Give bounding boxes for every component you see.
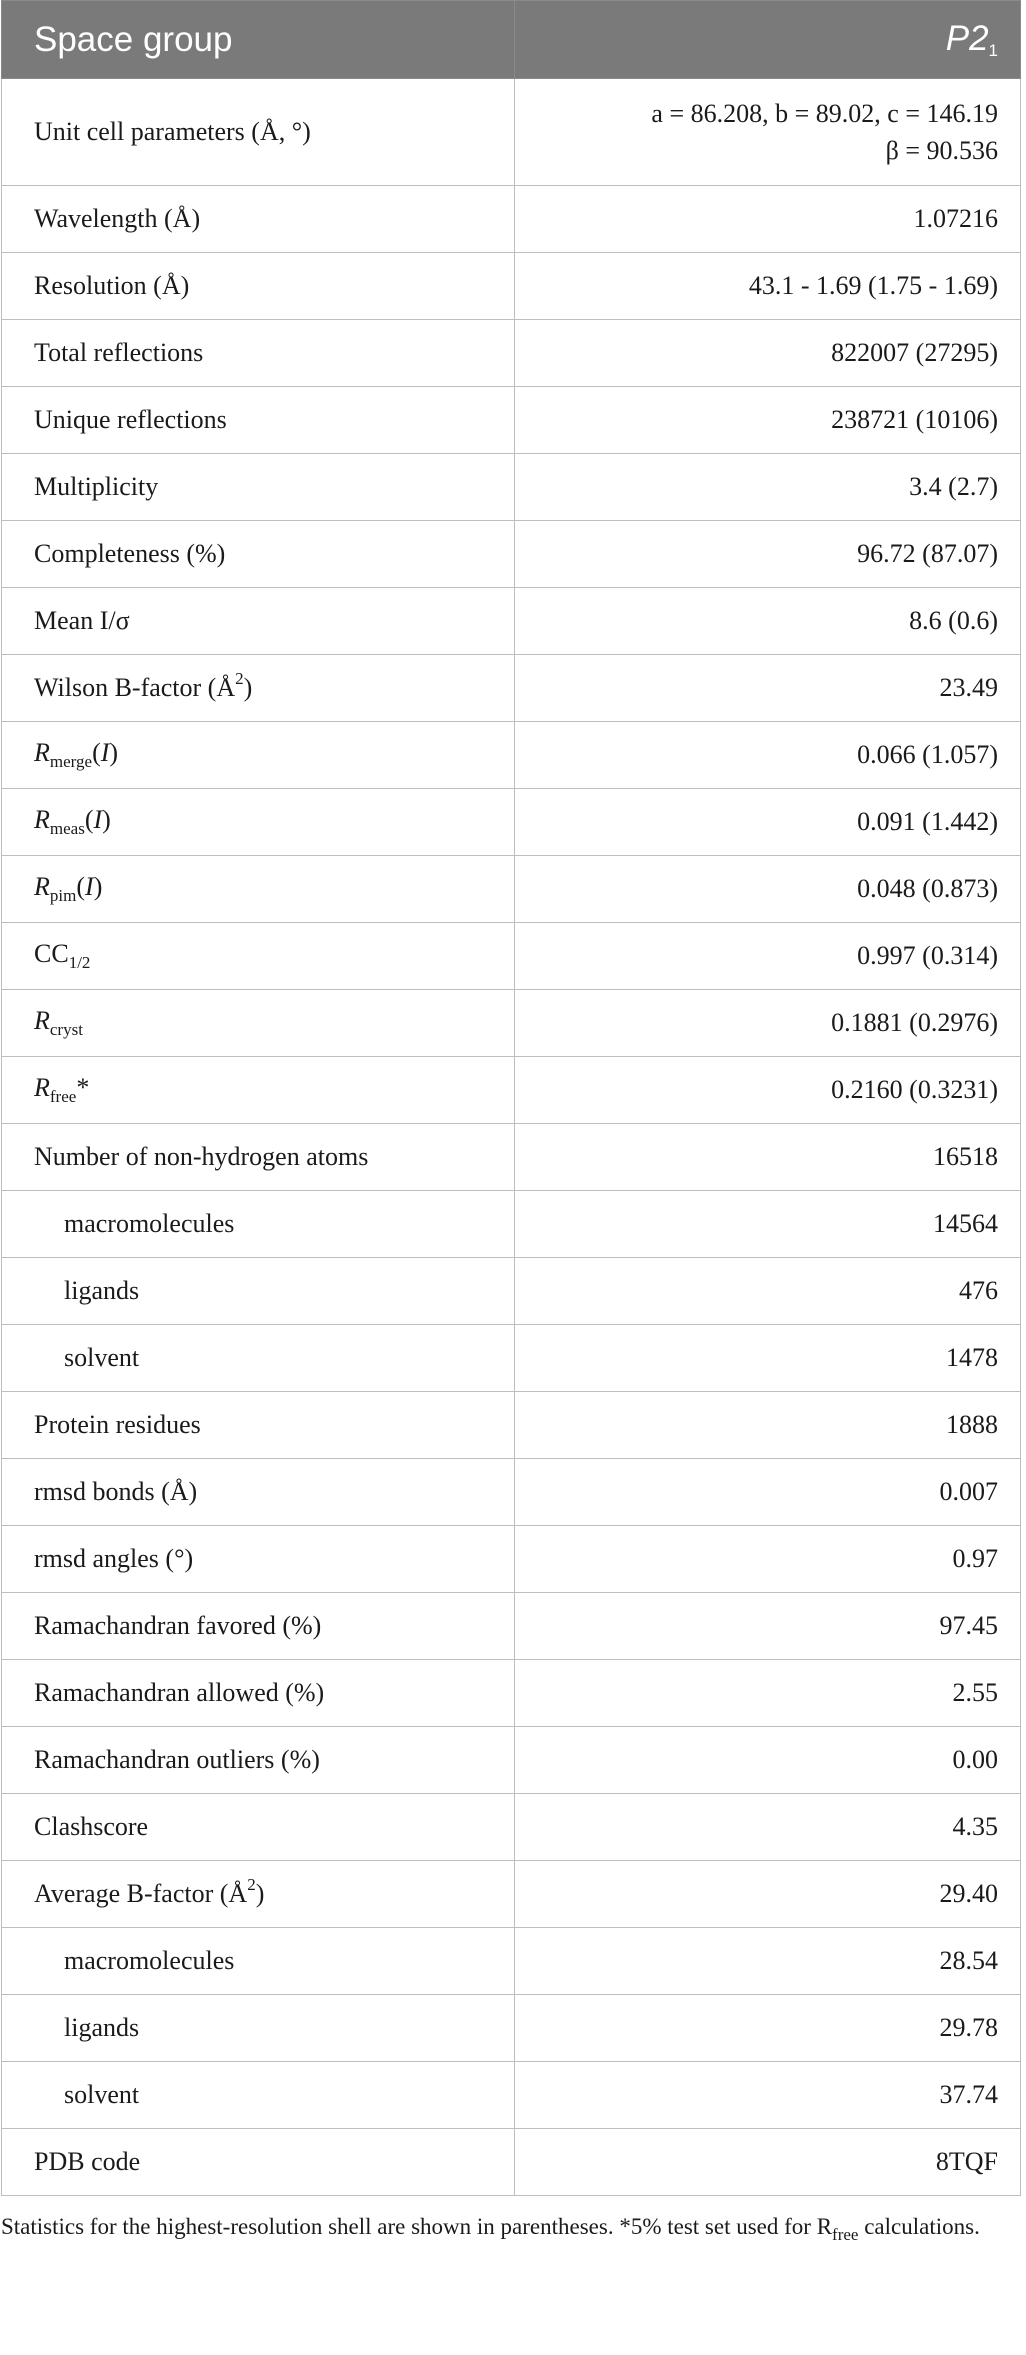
row-label: Total reflections [2, 320, 515, 387]
row-label: Completeness (%) [2, 521, 515, 588]
row-value: 238721 (10106) [515, 387, 1021, 454]
footnote-subscript: free [832, 2225, 859, 2244]
row-value: 476 [515, 1258, 1021, 1325]
row-value: 14564 [515, 1191, 1021, 1258]
paren-close: ) [102, 805, 111, 834]
label-text: CC [34, 939, 69, 968]
row-label [2, 722, 515, 789]
table-row-pdb-code [2, 2129, 1021, 2196]
table-header-row [2, 1, 1021, 79]
table-row-resolution [2, 253, 1021, 320]
unit-cell-line-1: a = 86.208, b = 89.02, c = 146.19 [651, 99, 998, 128]
label-text-end: ) [243, 673, 253, 702]
row-label [2, 856, 515, 923]
header-label: Space group [2, 1, 515, 79]
label-subscript: meas [49, 819, 85, 838]
table-row-wilson-b-factor [2, 655, 1021, 722]
paren-close: ) [93, 872, 103, 901]
row-label: macromolecules [2, 1928, 515, 1995]
row-value: 0.007 [515, 1459, 1021, 1526]
table-row-clashscore [2, 1794, 1021, 1861]
row-value: 96.72 (87.07) [515, 521, 1021, 588]
row-label [2, 990, 515, 1057]
row-value: 0.066 (1.057) [515, 722, 1021, 789]
table-row-total-reflections [2, 320, 1021, 387]
row-value: 0.997 (0.314) [515, 923, 1021, 990]
table-row-rama-favored [2, 1593, 1021, 1660]
row-label: Resolution (Å) [2, 253, 515, 320]
unit-cell-line-2: β = 90.536 [885, 136, 998, 165]
row-label: Ramachandran outliers (%) [2, 1727, 515, 1794]
row-label: Protein residues [2, 1392, 515, 1459]
symbol-r: R [34, 1073, 50, 1102]
row-value: 2.55 [515, 1660, 1021, 1727]
symbol-i: I [85, 872, 94, 901]
row-label: solvent [2, 2062, 515, 2129]
row-label: ligands [2, 1995, 515, 2062]
table-row-b-solvent [2, 2062, 1021, 2129]
row-label: macromolecules [2, 1191, 515, 1258]
table-row-r-meas [2, 789, 1021, 856]
table-row-atoms-solvent [2, 1325, 1021, 1392]
row-value: 16518 [515, 1124, 1021, 1191]
paren-open: ( [76, 872, 86, 901]
paren-close: ) [109, 738, 119, 767]
table-row-cc-half [2, 923, 1021, 990]
table-footnote [1, 2210, 1017, 2252]
label-text-end: ) [255, 1879, 265, 1908]
label-subscript: 1/2 [68, 953, 91, 972]
symbol-i: I [93, 805, 103, 834]
row-label: solvent [2, 1325, 515, 1392]
header-value [515, 1, 1021, 79]
table-row-mean-i-sigma [2, 588, 1021, 655]
row-value: 29.78 [515, 1995, 1021, 2062]
table-row-r-pim [2, 856, 1021, 923]
space-group-subscript: 1 [988, 40, 998, 60]
row-value: 0.2160 (0.3231) [515, 1057, 1021, 1124]
row-value: 8.6 (0.6) [515, 588, 1021, 655]
footnote-text: Statistics for the highest-resolution shell are shown in parentheses. *5% test set used for R [1, 2214, 833, 2239]
label-superscript: 2 [247, 1875, 256, 1894]
row-label: rmsd angles (°) [2, 1526, 515, 1593]
row-value: 0.048 (0.873) [515, 856, 1021, 923]
table-row-rmsd-bonds [2, 1459, 1021, 1526]
row-value: 0.00 [515, 1727, 1021, 1794]
table-row-rama-allowed [2, 1660, 1021, 1727]
row-label: ligands [2, 1258, 515, 1325]
table-row-rama-outliers [2, 1727, 1021, 1794]
table-row-b-ligands [2, 1995, 1021, 2062]
row-value [515, 79, 1021, 186]
table-row-non-hydrogen-atoms [2, 1124, 1021, 1191]
row-value: 822007 (27295) [515, 320, 1021, 387]
paren-open: ( [84, 805, 94, 834]
row-value: 3.4 (2.7) [515, 454, 1021, 521]
row-label: Ramachandran allowed (%) [2, 1660, 515, 1727]
row-value: 29.40 [515, 1861, 1021, 1928]
row-label [2, 789, 515, 856]
footnote-text-end: calculations. [858, 2214, 980, 2239]
row-label: Wavelength (Å) [2, 186, 515, 253]
label-subscript: free [49, 1087, 77, 1106]
table-row-rmsd-angles [2, 1526, 1021, 1593]
row-value: 37.74 [515, 2062, 1021, 2129]
label-subscript: cryst [49, 1020, 83, 1039]
row-value: 0.091 (1.442) [515, 789, 1021, 856]
table-row-protein-residues [2, 1392, 1021, 1459]
row-value: 1888 [515, 1392, 1021, 1459]
row-label: Number of non-hydrogen atoms [2, 1124, 515, 1191]
label-subscript: pim [49, 886, 77, 905]
row-label [2, 1057, 515, 1124]
row-label: PDB code [2, 2129, 515, 2196]
table-row-multiplicity [2, 454, 1021, 521]
row-value: 28.54 [515, 1928, 1021, 1995]
row-label [2, 655, 515, 722]
symbol-r: R [34, 805, 50, 834]
row-value: 0.1881 (0.2976) [515, 990, 1021, 1057]
row-label: rmsd bonds (Å) [2, 1459, 515, 1526]
table-row-unique-reflections [2, 387, 1021, 454]
table-row-unit-cell [2, 79, 1021, 186]
row-value: 8TQF [515, 2129, 1021, 2196]
table-row-r-free [2, 1057, 1021, 1124]
row-value: 97.45 [515, 1593, 1021, 1660]
row-label [2, 1861, 515, 1928]
table-row-average-b-factor [2, 1861, 1021, 1928]
label-text: Wilson B-factor (Å [34, 673, 236, 702]
row-label: Unique reflections [2, 387, 515, 454]
table-row-wavelength [2, 186, 1021, 253]
row-label: Clashscore [2, 1794, 515, 1861]
table-row-atoms-ligands [2, 1258, 1021, 1325]
table-row-b-macromolecules [2, 1928, 1021, 1995]
row-value: 0.97 [515, 1526, 1021, 1593]
table-row-r-cryst [2, 990, 1021, 1057]
row-label: Mean I/σ [2, 588, 515, 655]
symbol-r: R [34, 1006, 50, 1035]
row-value: 1.07216 [515, 186, 1021, 253]
label-superscript: 2 [235, 669, 244, 688]
row-label [2, 923, 515, 990]
table-row-r-merge [2, 722, 1021, 789]
label-subscript: merge [49, 752, 93, 771]
space-group-symbol: P2 [945, 18, 989, 58]
row-label: Ramachandran favored (%) [2, 1593, 515, 1660]
row-label: Multiplicity [2, 454, 515, 521]
row-value: 23.49 [515, 655, 1021, 722]
row-value: 1478 [515, 1325, 1021, 1392]
label-text: Average B-factor (Å [34, 1879, 248, 1908]
symbol-i: I [100, 738, 110, 767]
footnote-marker: * [76, 1073, 90, 1102]
row-value: 4.35 [515, 1794, 1021, 1861]
row-label: Unit cell parameters (Å, °) [2, 79, 515, 186]
table-row-completeness [2, 521, 1021, 588]
crystallography-statistics-table [1, 0, 1021, 2196]
table-row-atoms-macromolecules [2, 1191, 1021, 1258]
symbol-r: R [34, 738, 50, 767]
symbol-r: R [34, 872, 50, 901]
paren-open: ( [92, 738, 101, 767]
row-value: 43.1 - 1.69 (1.75 - 1.69) [515, 253, 1021, 320]
